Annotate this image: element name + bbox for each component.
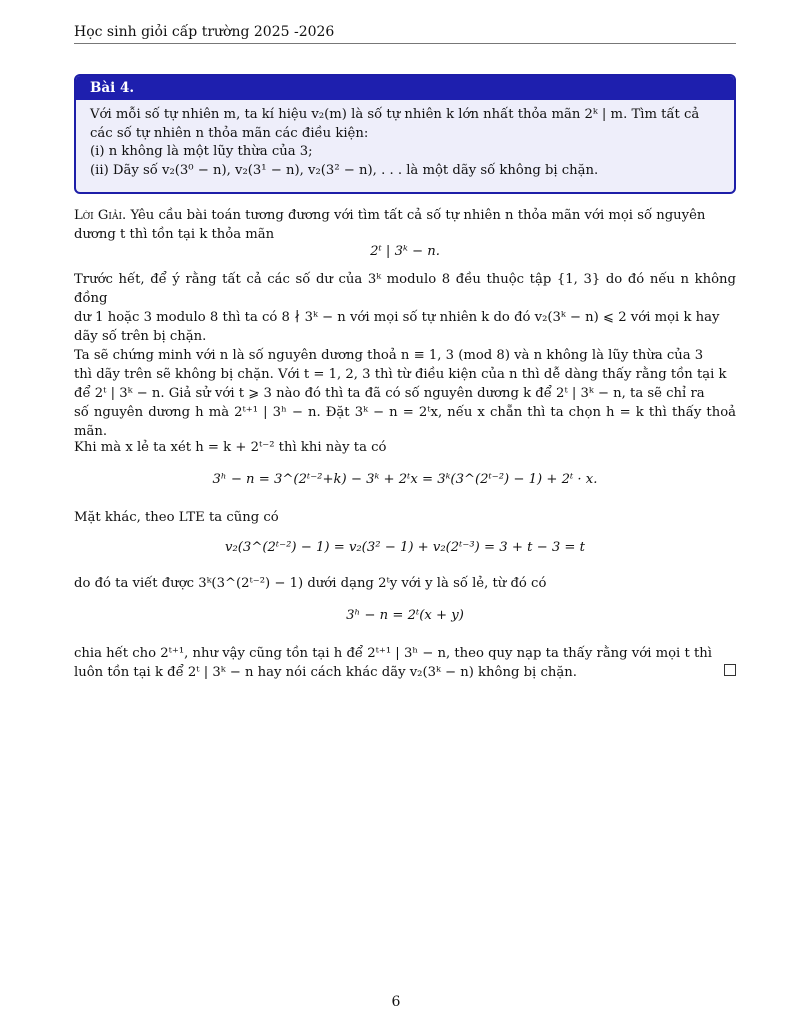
problem-line: (ii) Dãy số v₂(3⁰ − n), v₂(3¹ − n), v₂(3² − n), . . . là một dãy số không bị chặn. (90, 162, 599, 178)
running-header: Học sinh giỏi cấp trường 2025 -2026 (74, 24, 736, 44)
problem-statement (76, 100, 734, 180)
text-line: thì dãy trên sẽ không bị chặn. Với t = 1, 2, 3 thì từ điều kiện của n thì dễ dàng thấy rằng tồn tại k (74, 367, 727, 382)
text-line: dư 1 hoặc 3 modulo 8 thì ta có 8 ∤ 3ᵏ − n với mọi số tự nhiên k do đó v₂(3ᵏ − n) ⩽ 2 với mọi k hay (74, 310, 720, 325)
solution-intro-text: Yêu cầu bài toán tương đương với tìm tất cả số tự nhiên n thỏa mãn với mọi số nguyên (130, 208, 706, 223)
text-line: để 2ᵗ | 3ᵏ − n. Giả sử với t ⩾ 3 nào đó thì ta đã có số nguyên dương k để 2ᵗ | 3ᵏ − n, ta sẽ chỉ ra (74, 386, 705, 401)
paragraph-7 (74, 644, 736, 682)
qed-square-icon (724, 664, 736, 676)
solution-label: Lời Giải. (74, 208, 127, 223)
solution-intro (74, 206, 736, 244)
solution-intro-line: dương t thì tồn tại k thỏa mãn (74, 227, 275, 242)
paragraph-4 (74, 438, 736, 457)
solution-intro-line (74, 206, 736, 225)
text-line: Trước hết, để ý rằng tất cả các số dư của 3ᵏ modulo 8 đều thuộc tập {1, 3} do đó nếu n không đồng (74, 272, 736, 306)
problem-line: (i) n không là một lũy thừa của 3; (90, 144, 313, 159)
equation-1: 2ᵗ | 3ᵏ − n. (370, 244, 440, 259)
equation-3: v₂(3^(2ᵗ⁻²) − 1) = v₂(3² − 1) + v₂(2ᵗ⁻³) = 3 + t − 3 = t (225, 540, 585, 555)
problem-title: Bài 4. (76, 76, 734, 100)
text-line: Ta sẽ chứng minh với n là số nguyên dương thoả n ≡ 1, 3 (mod 8) và n không là lũy thừa của 3 (74, 348, 704, 363)
equation-4: 3ʰ − n = 2ᵗ(x + y) (346, 608, 464, 623)
paragraph-3 (74, 346, 736, 441)
paragraph-6 (74, 574, 736, 593)
paragraph-2 (74, 270, 736, 346)
equation-2: 3ʰ − n = 3^(2ᵗ⁻²+k) − 3ᵏ + 2ᵗx = 3ᵏ(3^(2ᵗ⁻²) − 1) + 2ᵗ · x. (212, 472, 598, 487)
page-number: 6 (391, 994, 401, 1010)
text-line: chia hết cho 2ᵗ⁺¹, như vậy cũng tồn tại h để 2ᵗ⁺¹ | 3ʰ − n, theo quy nạp ta thấy rằng với mọi t thì (74, 646, 712, 661)
text-line: luôn tồn tại k để 2ᵗ | 3ᵏ − n hay nói cách khác dãy v₂(3ᵏ − n) không bị chặn. (74, 665, 577, 680)
paragraph-5 (74, 508, 736, 527)
problem-line: Với mỗi số tự nhiên m, ta kí hiệu v₂(m) là số tự nhiên k lớn nhất thỏa mãn 2ᵏ | m. Tìm tất cả (90, 107, 700, 122)
text-line: Mặt khác, theo LTE ta cũng có (74, 510, 279, 525)
text-line: Khi mà x lẻ ta xét h = k + 2ᵗ⁻² thì khi này ta có (74, 440, 387, 455)
problem-line: các số tự nhiên n thỏa mãn các điều kiện: (90, 125, 369, 141)
text-line: do đó ta viết được 3ᵏ(3^(2ᵗ⁻²) − 1) dưới dạng 2ᵗy với y là số lẻ, từ đó có (74, 576, 547, 591)
text-line: số nguyên dương h mà 2ᵗ⁺¹ | 3ʰ − n. Đặt 3ᵏ − n = 2ᵗx, nếu x chẵn thì ta chọn h = k thì thấy thoả mãn. (74, 405, 736, 439)
text-line: dãy số trên bị chặn. (74, 329, 207, 344)
problem-box (74, 74, 736, 194)
